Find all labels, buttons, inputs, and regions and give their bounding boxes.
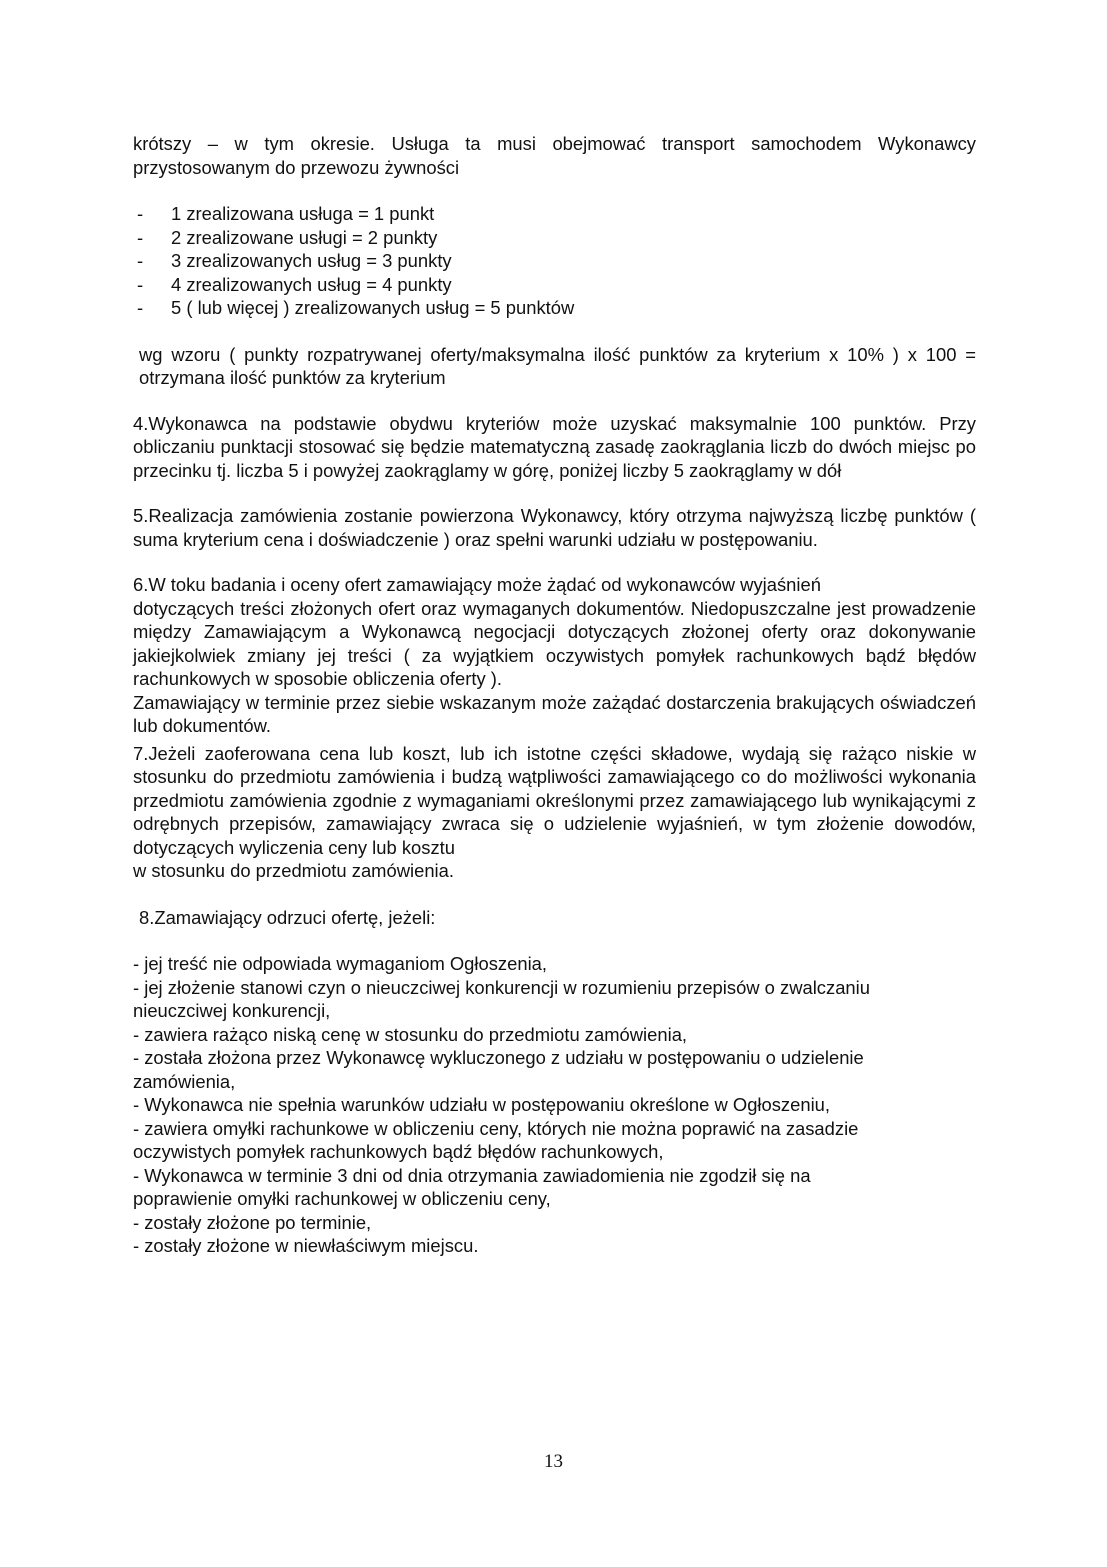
list-item: - 1 zrealizowana usługa = 1 punkt <box>137 203 435 224</box>
section-5-paragraph: 5.Realizacja zamówienia zostanie powierzona Wykonawcy, który otrzyma najwyższą liczbę punktów ( suma kryterium cena i doświadczenie ) oraz spełni warunki udziału w postępowaniu. <box>133 505 976 550</box>
points-list <box>133 202 976 320</box>
section-4-paragraph: 4.Wykonawca na podstawie obydwu kryteriów może uzyskać maksymalnie 100 punktów. Przy obliczaniu punktacji stosować się będzie matematyczną zasadę zaokrąglania liczb do dwóch miejsc po przecinku tj. liczba 5 i powyżej zaokrąglamy w górę, poniżej liczby 5 zaokrąglamy w dół <box>133 412 976 481</box>
list-item: - zostały złożone po terminie, <box>133 1211 372 1233</box>
list-item: - zostały złożone w niewłaściwym miejscu. <box>133 1235 479 1256</box>
list-item: - 2 zrealizowane usługi = 2 punkty <box>137 226 438 248</box>
section-7-paragraph: 7.Jeżeli zaoferowana cena lub koszt, lub ich istotne części składowe, wydają się rażąco niskie w stosunku do przedmiotu zamówienia i budzą wątpliwości zamawiającego co do możliwości wykonania przedmiotu zamówienia zgodnie z wymaganiami określonymi przez zamawiającego lub wynikającymi z odrębnych przepisów, zamawiający zwraca się o udzielenie wyjaśnień, w tym złożenie dowodów, dotyczących wyliczenia ceny lub kosztu <box>133 742 976 858</box>
section-6-second-paragraph: Zamawiający w terminie przez siebie wskazanym może zażądać dostarczenia brakujących oświadczeń lub dokumentów. <box>133 691 976 736</box>
section-6-first-line: 6.W toku badania i oceny ofert zamawiający może żądać od wykonawców wyjaśnień <box>133 574 821 595</box>
list-item: - jej treść nie odpowiada wymaganiom Ogłoszenia, <box>133 953 547 974</box>
section-8-heading: 8.Zamawiający odrzuci ofertę, jeżeli: <box>139 906 436 928</box>
list-item: oczywistych pomyłek rachunkowych bądź błędów rachunkowych, <box>133 1141 664 1162</box>
list-item: - zawiera omyłki rachunkowe w obliczeniu ceny, których nie można poprawić na zasadzie <box>133 1117 859 1139</box>
list-item: poprawienie omyłki rachunkowej w obliczeniu ceny, <box>133 1188 551 1209</box>
list-item: zamówienia, <box>133 1070 236 1092</box>
list-item: - 3 zrealizowanych usług = 3 punkty <box>137 250 452 271</box>
list-item: - Wykonawca nie spełnia warunków udziału w postępowaniu określone w Ogłoszeniu, <box>133 1094 831 1115</box>
section-7-last-line: w stosunku do przedmiotu zamówienia. <box>133 860 454 881</box>
formula-paragraph: wg wzoru ( punkty rozpatrywanej oferty/maksymalna ilość punktów za kryterium x 10% ) x 100 = otrzymana ilość punktów za kryterium <box>139 343 976 388</box>
list-item: - Wykonawca w terminie 3 dni od dnia otrzymania zawiadomienia nie zgodził się na <box>133 1164 811 1186</box>
list-item: - jej złożenie stanowi czyn o nieuczciwej konkurencji w rozumieniu przepisów o zwalczaniu <box>133 976 870 998</box>
page-number: 13 <box>544 1451 563 1472</box>
list-item: - 5 ( lub więcej ) zrealizowanych usług = 5 punktów <box>137 297 575 318</box>
list-item: nieuczciwej konkurencji, <box>133 1000 331 1021</box>
rejection-list <box>133 952 976 1258</box>
list-item: - została złożona przez Wykonawcę wykluczonego z udziału w postępowaniu o udzielenie <box>133 1047 864 1068</box>
section-6-paragraph: dotyczących treści złożonych ofert oraz wymaganych dokumentów. Niedopuszczalne jest prowadzenie między Zamawiającym a Wykonawcą negocjacji dotyczących złożonej oferty oraz dokonywanie jakiejkolwiek zmiany jej treści ( za wyjątkiem oczywistych pomyłek rachunkowych bądź błędów rachunkowych w sposobie obliczenia oferty ). <box>133 597 976 689</box>
intro-paragraph: krótszy – w tym okresie. Usługa ta musi obejmować transport samochodem Wykonawcy przystosowanym do przewozu żywności <box>133 133 976 178</box>
document-page <box>133 132 976 1258</box>
list-item: - 4 zrealizowanych usług = 4 punkty <box>137 273 452 295</box>
list-item: - zawiera rażąco niską cenę w stosunku do przedmiotu zamówienia, <box>133 1023 688 1045</box>
